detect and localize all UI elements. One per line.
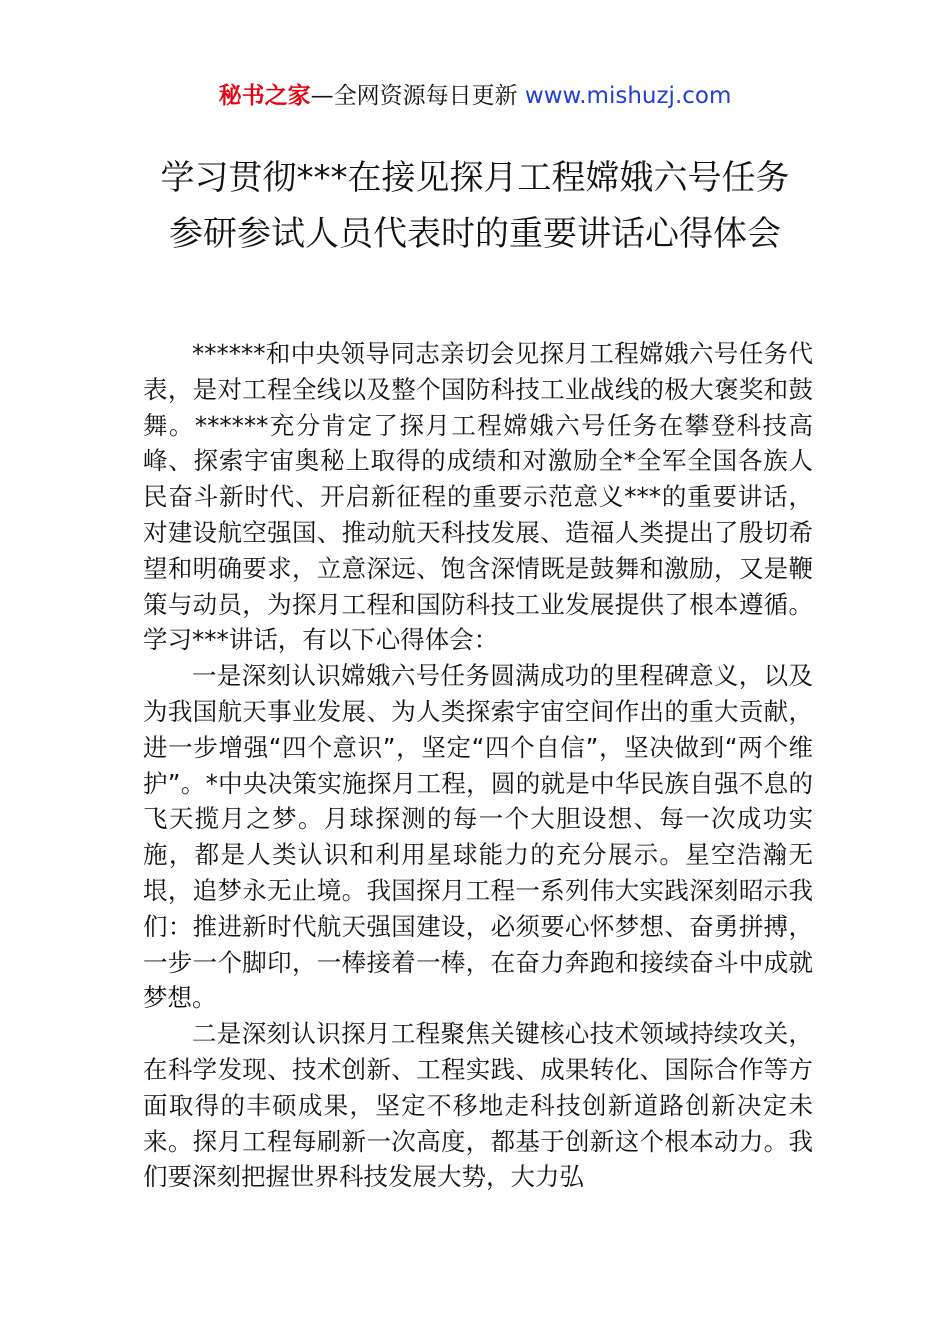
document-body [143, 336, 813, 1195]
site-brand: 秘书之家 [218, 83, 311, 109]
site-url-link[interactable]: www.mishuzj.com [524, 83, 732, 109]
body-paragraph-point-1: 一是深刻认识嫦娥六号任务圆满成功的里程碑意义，以及为我国航天事业发展、为人类探索宇宙空间作出的重大贡献，进一步增强“四个意识”，坚定“四个自信”，坚决做到“两个维护”。*中央决策实施探月工程，圆的就是中华民族自强不息的飞天揽月之梦。月球探测的每一个大胆设想、每一次成功实施，都是人类认识和利用星球能力的充分展示。星空浩瀚无垠，追梦永无止境。我国探月工程一系列伟大实践深刻昭示我们：推进新时代航天强国建设，必须要心怀梦想、奋勇拼搏，一步一个脚印，一棒接着一棒，在奋力奔跑和接续奋斗中成就梦想。 [143, 661, 813, 1013]
document-title-line-1: 学习贯彻***在接见探月工程嫦娥六号任务 [160, 158, 790, 198]
body-paragraph-intro: ******和中央领导同志亲切会见探月工程嫦娥六号任务代表，是对工程全线以及整个国防科技工业战线的极大褒奖和鼓舞。******充分肯定了探月工程嫦娥六号任务在攀登科技高峰、探索宇宙奥秘上取得的成绩和对激励全*全军全国各族人民奋斗新时代、开启新征程的重要示范意义***的重要讲话，对建设航空强国、推动航天科技发展、造福人类提出了殷切希望和明确要求，立意深远、饱含深情既是鼓舞和激励，又是鞭策与动员，为探月工程和国防科技工业发展提供了根本遵循。学习***讲话，有以下心得体会： [143, 339, 813, 655]
document-title [60, 150, 890, 262]
site-slogan: —全网资源每日更新 [310, 83, 518, 109]
body-paragraph-point-2: 二是深刻认识探月工程聚焦关键核心技术领域持续攻关，在科学发现、技术创新、工程实践、成果转化、国际合作等方面取得的丰硕成果，坚定不移地走科技创新道路创新决定未来。探月工程每刷新一次高度，都基于创新这个根本动力。我们要深刻把握世界科技发展大势，大力弘 [143, 1019, 813, 1192]
document-title-line-2: 参研参试人员代表时的重要讲话心得体会 [169, 214, 781, 254]
site-header [0, 80, 950, 112]
